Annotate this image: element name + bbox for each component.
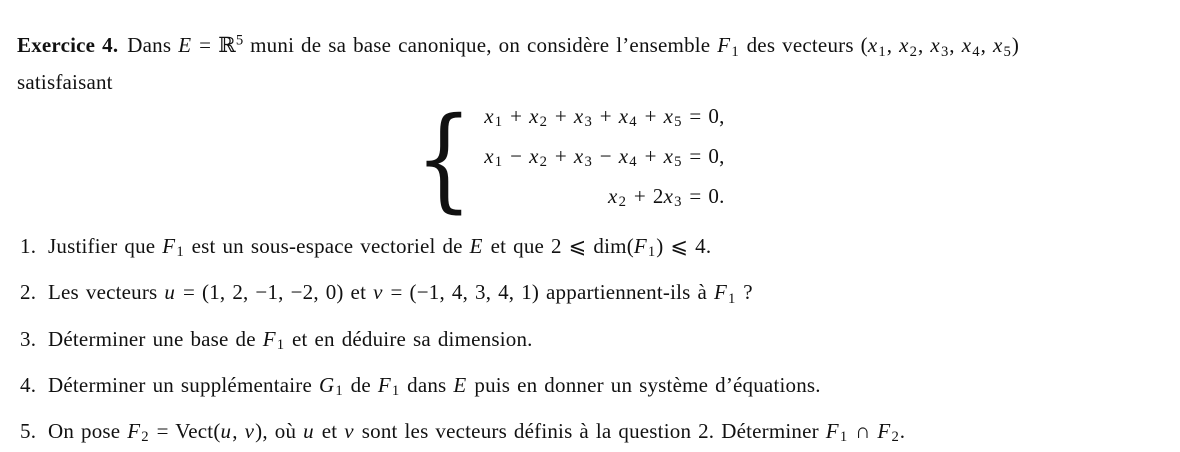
question-text: On pose F2 = Vect(u, v), où u et v sont les vecteurs définis à la question 2. Déterminer F1 ∩ F2. <box>48 419 906 446</box>
question-text: Déterminer un supplémentaire G1 de F1 dans E puis en donner un système d’équations. <box>48 372 821 400</box>
question-number: 4. <box>20 372 37 397</box>
equation-3: x2 + 2x3 = 0. <box>608 184 725 211</box>
question-number: 3. <box>20 326 37 351</box>
question-item-1 <box>17 231 1160 267</box>
equation-system-inner <box>412 92 725 224</box>
equation-1: x1 + x2 + x3 + x4 + x5 = 0, <box>484 103 725 130</box>
question-text: Justifier que F1 est un sous-espace vectoriel de E et que 2 ⩽ dim(F1) ⩽ 4. <box>48 234 712 261</box>
question-number: 5. <box>20 419 37 444</box>
left-brace-glyph: { <box>415 92 474 224</box>
question-item-5 <box>17 416 1160 452</box>
equation-2: x1 − x2 + x3 − x4 + x5 = 0, <box>484 143 725 170</box>
question-list <box>17 231 1160 452</box>
exercise-intro-continuation: satisfaisant <box>17 69 113 94</box>
equation-system <box>0 92 1140 224</box>
exercise-label: Exercice 4. <box>17 33 119 58</box>
exercise-document <box>17 26 1160 452</box>
exercise-intro-text: Dans E = ℝ$^5$ muni de sa base canonique, on considère l’ensemble F1 des vecteurs (x1, x2, x3, x4, x5) <box>127 33 1020 60</box>
question-item-2 <box>17 277 1160 313</box>
question-number: 2. <box>20 280 37 305</box>
equation-column <box>484 99 724 220</box>
exercise-intro-line <box>17 26 1160 67</box>
question-text: Déterminer une base de F1 et en déduire sa dimension. <box>48 326 533 353</box>
question-number: 1. <box>20 234 37 259</box>
question-item-3 <box>17 324 1160 360</box>
question-text: Les vecteurs u = (1, 2, −1, −2, 0) et v = (−1, 4, 3, 4, 1) appartiennent-ils à F1 ? <box>48 280 753 307</box>
question-item-4 <box>17 370 1160 406</box>
